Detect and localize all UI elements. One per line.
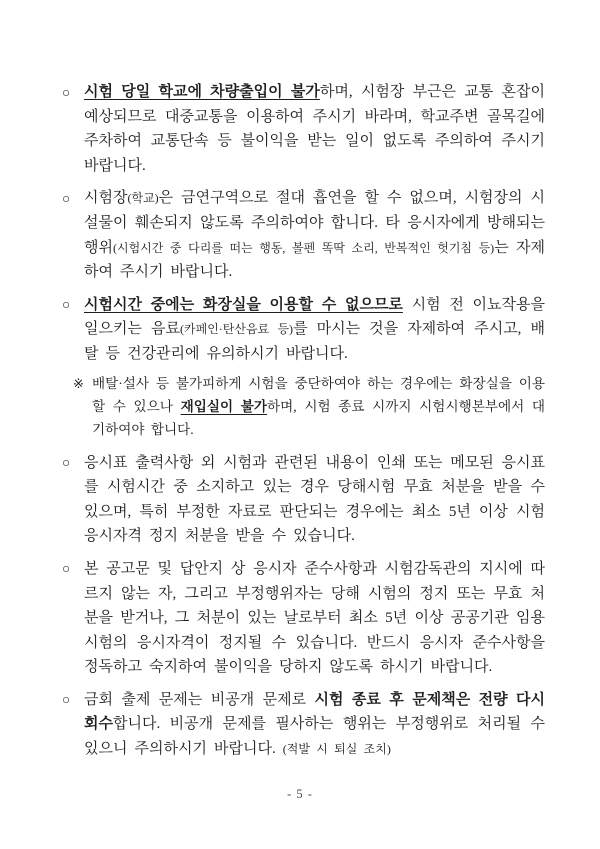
bullet-marker: ○ bbox=[62, 84, 71, 100]
paragraph-text bbox=[84, 84, 545, 174]
exam-instructions-list bbox=[62, 80, 545, 762]
instruction-paragraph bbox=[62, 557, 545, 680]
instruction-paragraph bbox=[62, 186, 545, 284]
reference-mark: ※ bbox=[73, 375, 84, 391]
text-segment-normal: 합니다. 비공개 문제를 필사하는 행위는 부정행위로 처리될 수 있으니 주의하시기 바랍니다. bbox=[84, 716, 545, 758]
text-segment-normal: 배탈·설사 등 불가피하게 시험을 중단하여야 하는 경우에는 화장실을 이용할 수 있으나 bbox=[92, 375, 545, 414]
text-segment-small: (시험시간 중 다리를 떠는 행동, 볼펜 똑딱 소리, 반복적인 헛기침 등) bbox=[112, 240, 495, 255]
text-segment-small: (학교) bbox=[127, 191, 159, 206]
bullet-marker: ○ bbox=[62, 455, 71, 471]
text-segment-normal: 하며, 시험장 부근은 교통 혼잡이 예상되므로 대중교통을 이용하여 주시기 바라며, 학교주변 골목길에 주차하여 교통단속 등 불이익을 받는 일이 없도록 주의하여 주시기 바랍니다. bbox=[84, 84, 546, 174]
text-segment-small: (적발 시 퇴실 조치) bbox=[282, 742, 391, 757]
instruction-paragraph bbox=[62, 451, 545, 549]
text-segment-normal: 본 공고문 및 답안지 상 응시자 준수사항과 시험감독관의 지시에 따르지 않는 자, 그리고 부정행위자는 당해 시험의 정지 또는 무효 처분을 받거나, 그 처분이 있는 날로부터 최소 5년 이상 공공기관 임용 시험의 응시자격이 정지될 수 있습니다. 반드시 응시자 준수사항을 정독하고 숙지하여 불이익을 당하지 않도록 하시기 바랍니다. bbox=[84, 560, 545, 676]
text-segment-normal: 는 자제하여 주시기 바랍니다. bbox=[84, 239, 545, 281]
text-segment-small: (카페인·탄산음료 등) bbox=[180, 322, 294, 337]
paragraph-text bbox=[84, 455, 545, 545]
paragraph-text bbox=[84, 190, 545, 280]
text-segment-normal: 시험 전 이뇨작용을 일으키는 음료 bbox=[84, 296, 546, 338]
text-segment-bold: 시험 종료 후 문제책은 전량 다시 회수 bbox=[84, 691, 545, 733]
paragraph-text bbox=[92, 376, 545, 437]
text-segment-normal: 응시표 출력사항 외 시험과 관련된 내용이 인쇄 또는 메모된 응시표를 시험시간 중 소지하고 있는 경우 당해시험 무효 처분을 받을 수 있으며, 특히 부정한 자료로 판단되는 경우에는 최소 5년 이상 시험 응시자격 정지 처분을 받을 수 있습니다. bbox=[84, 454, 545, 545]
bullet-marker: ○ bbox=[62, 561, 71, 577]
bullet-marker: ○ bbox=[62, 297, 71, 313]
text-segment-emphasis: 시험 당일 학교에 차량출입이 불가 bbox=[84, 84, 320, 100]
bullet-marker: ○ bbox=[62, 190, 71, 206]
text-segment-emphasis: 재입실이 불가 bbox=[180, 398, 268, 414]
bullet-marker: ○ bbox=[62, 692, 71, 708]
text-segment-normal: 금회 출제 문제는 비공개 문제로 bbox=[84, 691, 315, 708]
paragraph-text bbox=[84, 692, 545, 757]
paragraph-text bbox=[84, 561, 545, 675]
page-number: - 5 - bbox=[287, 787, 313, 801]
instruction-paragraph bbox=[62, 293, 545, 367]
text-segment-normal: 시험장 bbox=[84, 190, 128, 207]
note-paragraph bbox=[73, 372, 545, 441]
text-segment-normal: 를 마시는 것을 자제하여 주시고, 배탈 등 건강관리에 유의하시기 바랍니다. bbox=[84, 321, 545, 362]
text-segment-normal: 하며, 시험 종료 시까지 시험시행본부에서 대기하여야 합니다. bbox=[92, 398, 545, 437]
instruction-paragraph bbox=[62, 688, 545, 762]
text-segment-normal: 은 금연구역으로 절대 흡연을 할 수 없으며, 시험장의 시설물이 훼손되지 않도록 주의하여야 합니다. 타 응시자에게 방해되는 행위 bbox=[84, 190, 545, 256]
instruction-paragraph bbox=[62, 80, 545, 178]
paragraph-text bbox=[84, 297, 545, 362]
text-segment-emphasis: 시험시간 중에는 화장실을 이용할 수 없으므로 bbox=[84, 296, 403, 313]
